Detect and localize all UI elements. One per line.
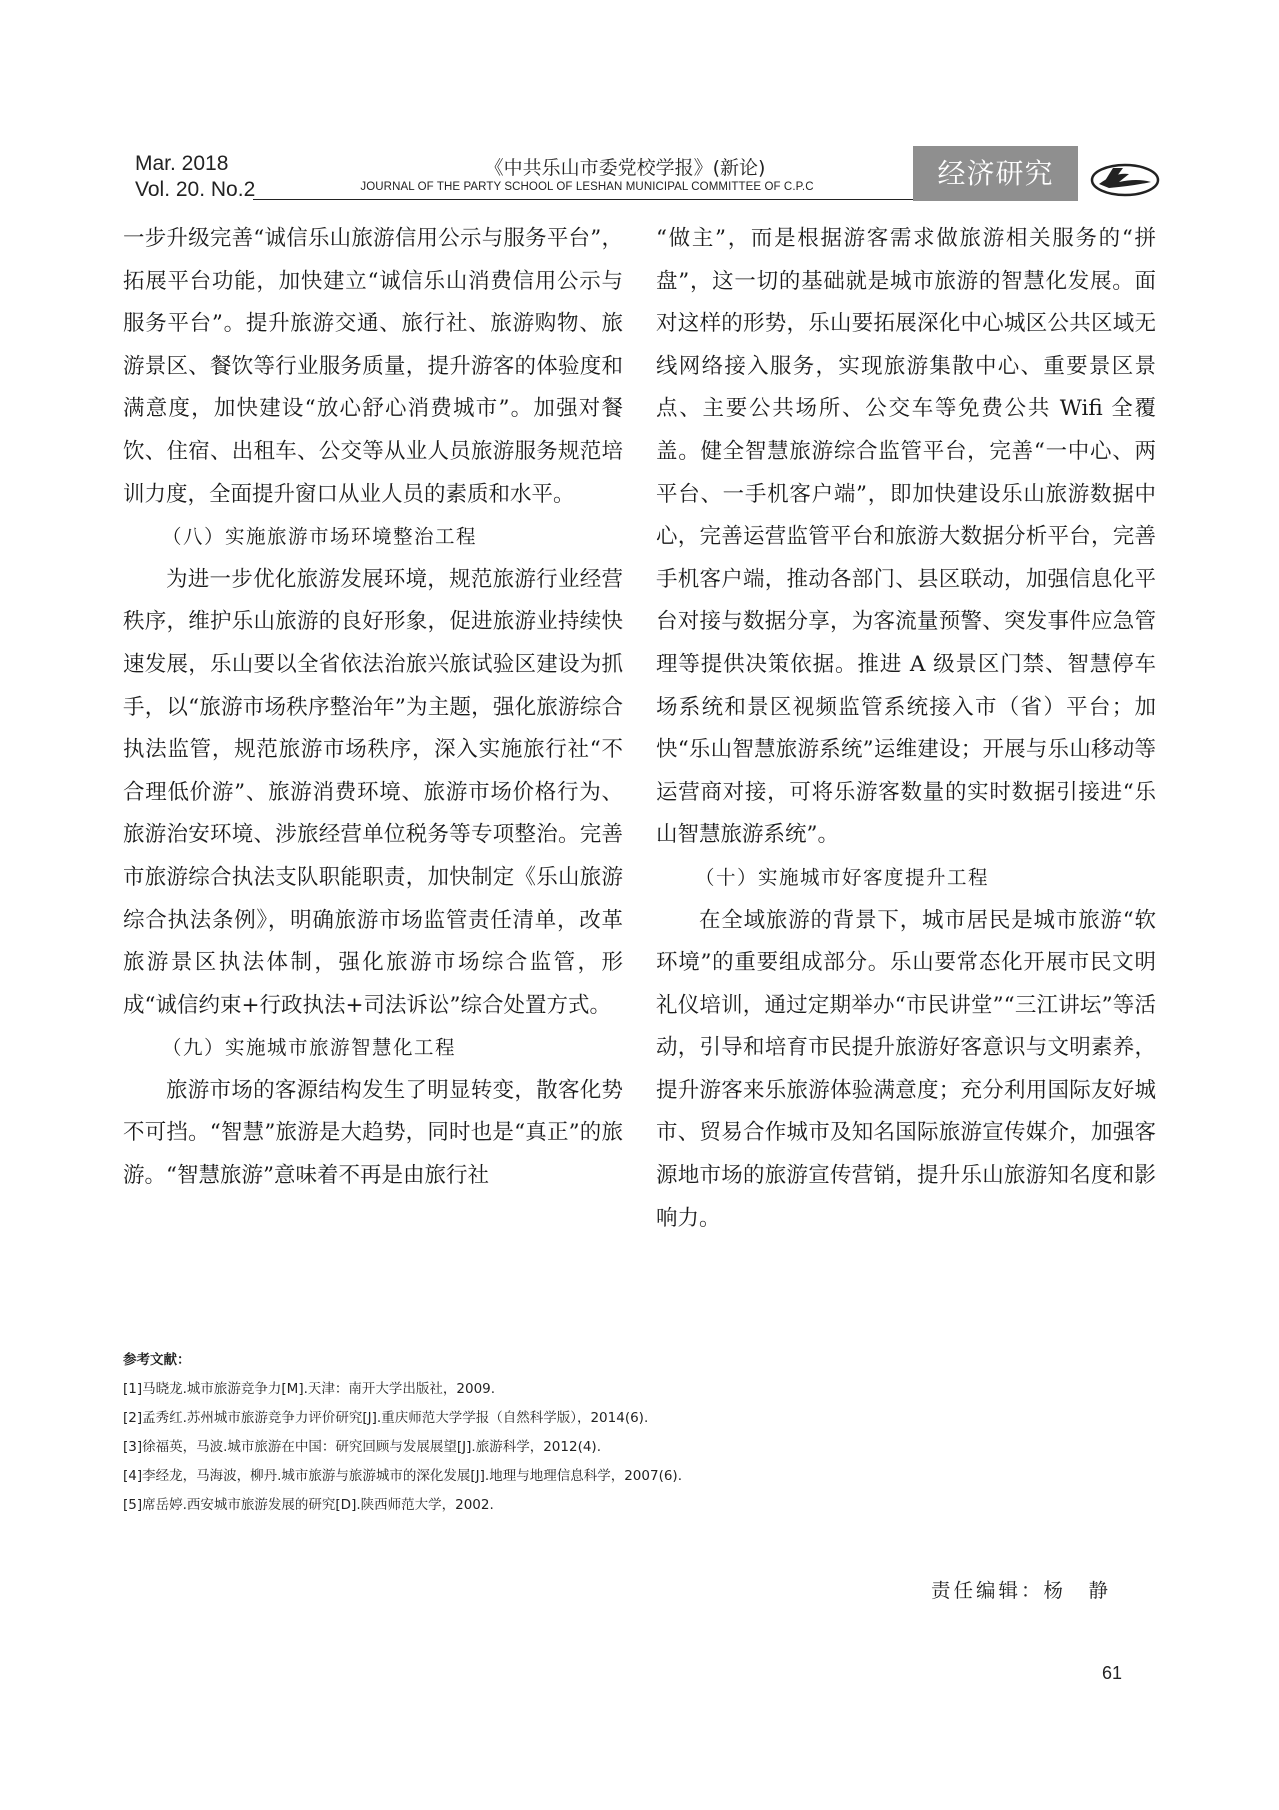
journal-logo-icon	[1089, 158, 1161, 198]
section-heading: （十）实施城市好客度提升工程	[695, 865, 990, 889]
references-heading: 参考文献：	[123, 1352, 191, 1368]
body-paragraph: 为进一步优化旅游发展环境，规范旅游行业经营秩序，维护乐山旅游的良好形象，促进旅游业持续快速发展，乐山要以全省依法治旅兴旅试验区建设为抓手，以“旅游市场秩序整治年”为主题，强化旅游综合执法监管，规范旅游市场秩序，深入实施旅行社“不合理低价游”、旅游消费环境、旅游市场价格行为、旅游治安环境、涉旅经营单位税务等专项整治。完善市旅游综合执法支队职能职责，加快制定《乐山旅游综合执法条例》，明确旅游市场监管责任清单，改革旅游景区执法体制，强化旅游市场综合监管，形成“诚信约束+行政执法+司法诉讼”综合处置方式。	[123, 566, 623, 1018]
reference-item: [3]徐福英，马波.城市旅游在中国：研究回顾与发展展望[J].旅游科学，2012(4).	[123, 1439, 601, 1455]
reference-item: [2]孟秀红.苏州城市旅游竞争力评价研究[J].重庆师范大学学报（自然科学版），2014(6).	[123, 1410, 649, 1426]
issue-info	[135, 151, 255, 203]
header-rule	[253, 199, 913, 200]
body-paragraph: “做主”，而是根据游客需求做旅游相关服务的“拼盘”，这一切的基础就是城市旅游的智慧化发展。面对这样的形势，乐山要拓展深化中心城区公共区域无线网络接入服务，实现旅游集散中心、重要景区景点、主要公共场所、公交车等免费公共 Wifi 全覆盖。健全智慧旅游综合监管平台，完善“一中心、两平台、一手机客户端”，即加快建设乐山旅游数据中心，完善运营监管平台和旅游大数据分析平台，完善手机客户端，推动各部门、县区联动，加强信息化平台对接与数据分享，为客流量预警、突发事件应急管理等提供决策依据。推进 A 级景区门禁、智慧停车场系统和景区视频监管系统接入市（省）平台；加快“乐山智慧旅游系统”运维建设；开展与乐山移动等运营商对接，可将乐游客数量的实时数据引接进“乐山智慧旅游系统”。	[656, 226, 1156, 848]
journal-title-cn: 《中共乐山市委党校学报》(新论)	[484, 157, 766, 179]
volume-number: Vol. 20. No.2	[135, 178, 256, 201]
responsible-editor: 责任编辑：杨 静	[930, 1579, 1111, 1602]
body-column-left	[123, 218, 623, 1198]
body-column-right	[656, 218, 1156, 1240]
reference-item: [4]李经龙，马海波，柳丹.城市旅游与旅游城市的深化发展[J].地理与地理信息科学，2007(6).	[123, 1468, 682, 1484]
reference-item: [1]马晓龙.城市旅游竞争力[M].天津：南开大学出版社，2009.	[123, 1381, 496, 1397]
body-paragraph: 旅游市场的客源结构发生了明显转变，散客化势不可挡。“智慧”旅游是大趋势，同时也是“真正”的旅游。“智慧旅游”意味着不再是由旅行社	[123, 1077, 623, 1189]
journal-title-en: JOURNAL OF THE PARTY SCHOOL OF LESHAN MUNICIPAL COMMITTEE OF C.P.C	[360, 181, 814, 193]
body-paragraph: 一步升级完善“诚信乐山旅游信用公示与服务平台”，拓展平台功能，加快建立“诚信乐山消费信用公示与服务平台”。提升旅游交通、旅行社、旅游购物、旅游景区、餐饮等行业服务质量，提升游客的体验度和满意度，加快建设“放心舒心消费城市”。加强对餐饮、住宿、出租车、公交等从业人员旅游服务规范培训力度，全面提升窗口从业人员的素质和水平。	[123, 226, 623, 507]
section-heading: （八）实施旅游市场环境整治工程	[162, 525, 478, 549]
section-heading: （九）实施城市旅游智慧化工程	[162, 1036, 457, 1060]
body-paragraph: 在全域旅游的背景下，城市居民是城市旅游“软环境”的重要组成部分。乐山要常态化开展市民文明礼仪培训，通过定期举办“市民讲堂”“三江讲坛”等活动，引导和培育市民提升旅游好客意识与文明素养，提升游客来乐旅游体验满意度；充分利用国际友好城市、贸易合作城市及知名国际旅游宣传媒介，加强客源地市场的旅游宣传营销，提升乐山旅游知名度和影响力。	[656, 907, 1156, 1231]
references	[123, 1346, 1163, 1520]
issue-date: Mar. 2018	[135, 152, 229, 175]
page-number: 61	[1102, 1663, 1123, 1683]
reference-item: [5]席岳婷.西安城市旅游发展的研究[D].陕西师范大学，2002.	[123, 1497, 494, 1513]
section-tag: 经济研究	[913, 146, 1078, 201]
